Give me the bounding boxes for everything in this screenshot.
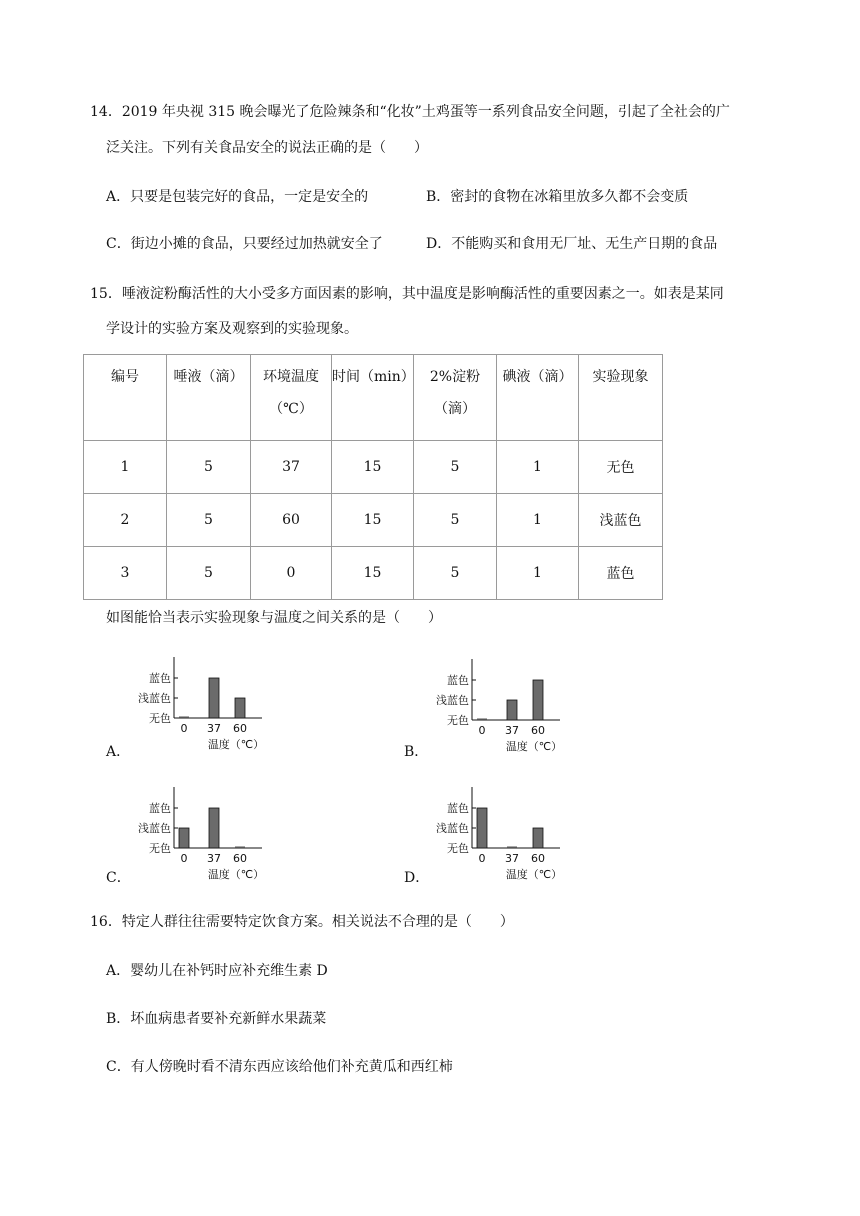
x-tick-label: 60: [531, 852, 545, 865]
q15-chart-prompt: 如图能恰当表示实验现象与温度之间关系的是（ ）: [106, 610, 442, 626]
bar: [533, 828, 543, 848]
x-tick-label: 60: [233, 722, 247, 735]
x-tick-label: 0: [478, 724, 486, 737]
table-cell: 5: [414, 547, 497, 600]
y-tick-label: 无色: [447, 842, 469, 855]
table-cell: 15: [332, 441, 414, 494]
x-tick-label: 60: [531, 724, 545, 737]
x-tick-label: 0: [180, 722, 188, 735]
bar-chart-svg: [418, 657, 568, 752]
table-cell: 37: [251, 441, 332, 494]
table-cell: 5: [414, 441, 497, 494]
header-starch: 2%淀粉 （滴）: [414, 355, 497, 441]
q15-stem-line2: 学设计的实验方案及观察到的实验现象。: [106, 321, 358, 337]
table-row: [84, 547, 663, 600]
bar: [235, 698, 245, 718]
table-cell: 5: [167, 494, 251, 547]
q16-stem: 16．特定人群往往需要特定饮食方案。相关说法不合理的是（ ）: [90, 914, 514, 930]
y-tick-label: 浅蓝色: [436, 694, 469, 707]
y-tick-label: 无色: [447, 714, 469, 727]
bar: [507, 700, 517, 720]
header-id: 编号: [84, 355, 167, 441]
bar-chart-svg: [120, 785, 270, 880]
bar: [209, 678, 219, 718]
table-cell: 无色: [579, 441, 663, 494]
chart-option-d: [418, 785, 568, 880]
bar: [477, 808, 487, 848]
y-tick-label: 浅蓝色: [138, 692, 171, 705]
q14-stem-line2: 泛关注。下列有关食品安全的说法正确的是（ ）: [106, 140, 428, 156]
table-cell: 浅蓝色: [579, 494, 663, 547]
x-axis-label: 温度（℃）: [505, 740, 563, 753]
x-tick-label: 37: [207, 722, 221, 735]
bar-chart-svg: [120, 655, 270, 750]
table-header-row: [84, 355, 663, 441]
table-cell: 1: [84, 441, 167, 494]
table-row: [84, 441, 663, 494]
table-cell: 5: [414, 494, 497, 547]
chart-option-b: [418, 657, 568, 752]
q14-option-c: C．街边小摊的食品，只要经过加热就安全了: [106, 236, 383, 252]
x-tick-label: 0: [478, 852, 486, 865]
table-cell: 1: [497, 441, 579, 494]
q14-stem-line1: 14．2019 年央视 315 晚会曝光了危险辣条和“化妆”土鸡蛋等一系列食品安全问题，引起了全社会的广: [90, 104, 730, 120]
experiment-table: [83, 354, 663, 600]
table-cell: 1: [497, 494, 579, 547]
bar: [507, 847, 517, 849]
table-cell: 0: [251, 547, 332, 600]
table-cell: 5: [167, 441, 251, 494]
header-saliva: 唾液（滴）: [167, 355, 251, 441]
q14-option-a: A．只要是包装完好的食品，一定是安全的: [106, 189, 369, 205]
bar: [477, 719, 487, 721]
q14-option-b: B．密封的食物在冰箱里放多久都不会变质: [426, 189, 689, 205]
table-cell: 15: [332, 547, 414, 600]
header-iodine: 碘液（滴）: [497, 355, 579, 441]
bar: [179, 828, 189, 848]
bar: [235, 847, 245, 849]
q16-option-a: A．婴幼儿在补钙时应补充维生素 D: [106, 963, 328, 979]
table-cell: 15: [332, 494, 414, 547]
q15-stem-line1: 15．唾液淀粉酶活性的大小受多方面因素的影响，其中温度是影响酶活性的重要因素之一。如表是某同: [90, 286, 724, 302]
x-axis-label: 温度（℃）: [207, 868, 265, 881]
x-tick-label: 37: [207, 852, 221, 865]
q16-option-c: C．有人傍晚时看不清东西应该给他们补充黄瓜和西红柿: [106, 1059, 453, 1075]
bar: [209, 808, 219, 848]
table-cell: 1: [497, 547, 579, 600]
chart-option-b-letter: B．: [404, 744, 429, 760]
header-temperature: 环境温度 （℃）: [251, 355, 332, 441]
bar: [179, 717, 189, 719]
chart-option-c-letter: C．: [106, 870, 131, 886]
y-tick-label: 无色: [149, 712, 171, 725]
y-tick-label: 蓝色: [149, 672, 171, 685]
y-tick-label: 蓝色: [149, 802, 171, 815]
y-tick-label: 无色: [149, 842, 171, 855]
x-axis-label: 温度（℃）: [505, 868, 563, 881]
table-cell: 2: [84, 494, 167, 547]
x-tick-label: 37: [505, 852, 519, 865]
chart-option-c: [120, 785, 270, 880]
bar: [533, 680, 543, 720]
y-tick-label: 蓝色: [447, 674, 469, 687]
x-tick-label: 60: [233, 852, 247, 865]
table-row: [84, 494, 663, 547]
chart-option-d-letter: D．: [404, 870, 430, 886]
chart-option-a: [120, 655, 270, 750]
x-axis-label: 温度（℃）: [207, 738, 265, 751]
q16-option-b: B．坏血病患者要补充新鲜水果蔬菜: [106, 1011, 327, 1027]
header-time: 时间（min）: [332, 355, 414, 441]
table-cell: 3: [84, 547, 167, 600]
x-tick-label: 0: [180, 852, 188, 865]
bar-chart-svg: [418, 785, 568, 880]
chart-option-a-letter: A．: [106, 744, 131, 760]
table-cell: 蓝色: [579, 547, 663, 600]
table-cell: 5: [167, 547, 251, 600]
q14-option-d: D．不能购买和食用无厂址、无生产日期的食品: [426, 236, 718, 252]
y-tick-label: 浅蓝色: [138, 822, 171, 835]
y-tick-label: 浅蓝色: [436, 822, 469, 835]
table-cell: 60: [251, 494, 332, 547]
header-result: 实验现象: [579, 355, 663, 441]
x-tick-label: 37: [505, 724, 519, 737]
y-tick-label: 蓝色: [447, 802, 469, 815]
